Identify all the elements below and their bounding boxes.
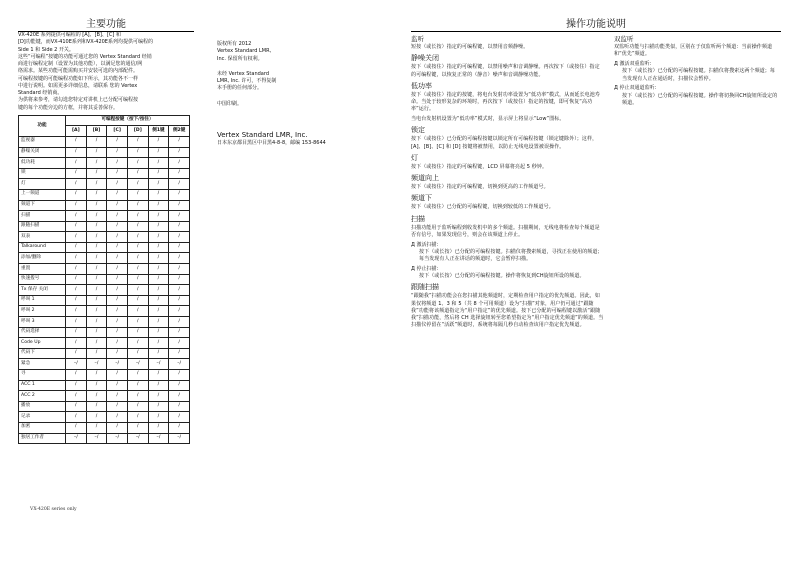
checkbox-cell[interactable]: / xyxy=(169,317,190,328)
light-heading: 灯 xyxy=(411,153,418,162)
table-row xyxy=(19,147,190,158)
follow-scan-heading: 跟随扫描 xyxy=(411,283,439,292)
checkbox-cell[interactable]: / xyxy=(169,274,190,285)
checkbox-cell[interactable]: / xyxy=(107,211,128,222)
intro-line: 中进行说明。如需更多详细信息，请联系 您的 Vertex xyxy=(18,82,138,89)
table-row xyxy=(19,401,190,412)
table-row xyxy=(19,189,190,200)
intro-line: 可编程按键的可能编程功能如下所示，其功能各不一样 xyxy=(18,75,139,82)
checkbox-cell[interactable]: / xyxy=(127,370,148,381)
checkbox-cell[interactable]: / xyxy=(107,401,128,412)
checkbox-cell[interactable]: / xyxy=(127,348,148,359)
checkbox-cell[interactable]: / xyxy=(66,232,87,243)
checkbox-cell[interactable]: / xyxy=(107,412,128,423)
checkbox-cell[interactable]: / xyxy=(127,338,148,349)
scan-stop-text: 按下（或长按）已分配的可编程按键。操作将恢复到CH旋钮所设的频道。 xyxy=(419,273,585,279)
checkbox-cell[interactable]: / xyxy=(148,232,169,243)
checkbox-cell[interactable]: / xyxy=(148,348,169,359)
checkbox-cell[interactable]: / xyxy=(148,200,169,211)
checkbox-cell[interactable]: / xyxy=(86,422,107,433)
checkbox-cell[interactable]: / xyxy=(107,136,128,147)
table-row xyxy=(19,211,190,222)
checkbox-cell[interactable]: / xyxy=(169,221,190,232)
table-row xyxy=(19,422,190,433)
function-name: 呼叫 1 xyxy=(19,295,66,306)
checkbox-cell[interactable]: / xyxy=(169,232,190,243)
checkbox-cell[interactable]: / xyxy=(66,327,87,338)
checkbox-cell[interactable]: / xyxy=(169,306,190,317)
function-name: 静噪关闭 xyxy=(19,147,66,158)
checkbox-cell[interactable]: / xyxy=(86,179,107,190)
checkbox-cell[interactable]: / xyxy=(127,391,148,402)
table-row xyxy=(19,221,190,232)
checkbox-cell[interactable]: / xyxy=(169,168,190,179)
checkbox-cell[interactable]: / xyxy=(148,327,169,338)
function-name: 寻 xyxy=(19,370,66,381)
checkbox-cell[interactable]: / xyxy=(66,370,87,381)
intro-line: 为供将来参考，请勾选您特定对讲机上已分配可编程按 xyxy=(18,97,139,104)
checkbox-cell[interactable]: / xyxy=(107,338,128,349)
function-name: 上一频道 xyxy=(19,189,66,200)
checkbox-cell[interactable]: / xyxy=(107,348,128,359)
checkbox-cell[interactable]: / xyxy=(66,306,87,317)
table-row xyxy=(19,285,190,296)
footer-note: VX-420E series only xyxy=(30,507,77,512)
checkbox-cell[interactable]: / xyxy=(86,370,107,381)
checkbox-cell[interactable]: / xyxy=(148,264,169,275)
scan-activate-text: 按下（或长按）已分配的可编程按键。扫描仪将搜索频道，寻找正在使用的频道；每当发现有人正在讲话的频道时，它会暂停扫描。 xyxy=(419,248,603,262)
checkbox-cell[interactable]: –/ xyxy=(169,359,190,370)
checkbox-cell[interactable]: / xyxy=(127,317,148,328)
table-row xyxy=(19,433,190,444)
function-name: 灯 xyxy=(19,179,66,190)
checkbox-cell[interactable]: / xyxy=(148,285,169,296)
checkbox-cell[interactable]: / xyxy=(107,242,128,253)
checkbox-cell[interactable]: / xyxy=(107,306,128,317)
operations-column xyxy=(411,32,604,332)
checkbox-cell[interactable]: / xyxy=(66,168,87,179)
table-row xyxy=(19,179,190,190)
function-name: 独居工作者 xyxy=(19,433,66,444)
table-row xyxy=(19,359,190,370)
function-name: 代码选择 xyxy=(19,327,66,338)
checkbox-cell[interactable]: / xyxy=(86,348,107,359)
checkbox-cell[interactable]: / xyxy=(66,189,87,200)
checkbox-cell[interactable]: / xyxy=(86,211,107,222)
checkbox-cell[interactable]: / xyxy=(148,147,169,158)
checkbox-cell[interactable]: / xyxy=(148,274,169,285)
checkbox-cell[interactable]: / xyxy=(66,285,87,296)
dual-activate-text: 按下（或长按）已分配的可编程按键。扫描仪将搜索这两个频道；每当发现有人正在通话时，扫描仪会暂停。 xyxy=(622,68,776,82)
light-text: 按下（或按住）指定的可编程键，LCD 屏幕将亮起 5 秒钟。 xyxy=(411,163,548,170)
checkbox-cell[interactable]: / xyxy=(127,200,148,211)
checkbox-cell[interactable]: / xyxy=(107,168,128,179)
intro-line: [D]功能键，而VX-410E系列和VX-420E系列均提供可编程的 xyxy=(18,39,153,46)
table-row xyxy=(19,348,190,359)
scan-stop-label: Д 停止扫描： xyxy=(411,265,442,272)
printed-in: 中国印刷。 xyxy=(217,100,243,107)
checkbox-cell[interactable]: –/ xyxy=(127,433,148,444)
function-name: 监视器 xyxy=(19,136,66,147)
checkbox-cell[interactable]: / xyxy=(169,242,190,253)
table-header-function: 功能 xyxy=(19,115,66,136)
checkbox-cell[interactable]: / xyxy=(66,179,87,190)
intro-line: 这些“可编程”按键的功能可通过您的 Vertex Standard 经销 xyxy=(18,53,152,60)
function-name: 紧急 xyxy=(19,359,66,370)
checkbox-cell[interactable]: –/ xyxy=(86,433,107,444)
channel-up-text: 按下（或按住）指定的可编程键，切换到更高的工作频道号。 xyxy=(411,184,549,190)
checkbox-cell[interactable]: –/ xyxy=(66,433,87,444)
checkbox-cell[interactable]: / xyxy=(86,285,107,296)
checkbox-cell[interactable]: / xyxy=(127,412,148,423)
checkbox-cell[interactable]: / xyxy=(66,338,87,349)
channel-up-heading: 频道向上 xyxy=(411,174,439,182)
intro-line: VX-420E 系列提供可编程的 [A]、[B]、[C] 和 xyxy=(18,32,121,38)
function-name: Talkaround xyxy=(19,242,66,253)
table-row xyxy=(19,380,190,391)
intro-text xyxy=(18,32,190,112)
intro-line: Standard 经销商。 xyxy=(18,90,63,96)
checkbox-cell[interactable]: / xyxy=(66,253,87,264)
checkbox-cell[interactable]: / xyxy=(86,306,107,317)
function-name: ACC 1 xyxy=(19,380,66,391)
table-row xyxy=(19,370,190,381)
function-name: 频道下 xyxy=(19,200,66,211)
checkbox-cell[interactable]: / xyxy=(148,380,169,391)
checkbox-cell[interactable]: / xyxy=(127,189,148,200)
checkbox-cell[interactable]: / xyxy=(107,274,128,285)
monitor-text: 短按（或长按）指定的可编程键，以禁用音频静噪。 xyxy=(411,44,529,50)
checkbox-cell[interactable]: / xyxy=(127,285,148,296)
checkbox-cell[interactable]: / xyxy=(86,380,107,391)
checkbox-cell[interactable]: –/ xyxy=(169,433,190,444)
checkbox-cell[interactable]: / xyxy=(127,147,148,158)
checkbox-cell[interactable]: / xyxy=(86,401,107,412)
intro-line: 络需求。某些功能可能需购买并安装可选的内部配件。 xyxy=(18,68,139,75)
checkbox-cell[interactable]: / xyxy=(148,136,169,147)
copyright-line: Inc. 保留所有权利。 xyxy=(217,55,263,62)
monitor-heading: 监听 xyxy=(411,35,424,43)
checkbox-cell[interactable]: / xyxy=(169,412,190,423)
table-row xyxy=(19,327,190,338)
checkbox-cell[interactable]: / xyxy=(148,221,169,232)
checkbox-cell[interactable]: / xyxy=(169,253,190,264)
function-name: 双表 xyxy=(19,232,66,243)
intro-line: 商进行编程定制（设置为其他功能），以满足您的通信/网 xyxy=(18,61,143,67)
checkbox-cell[interactable]: / xyxy=(107,370,128,381)
checkbox-cell[interactable]: / xyxy=(148,422,169,433)
checkbox-cell[interactable]: / xyxy=(86,412,107,423)
scan-heading: 扫描 xyxy=(411,214,425,223)
checkbox-cell[interactable]: / xyxy=(127,179,148,190)
checkbox-cell[interactable]: / xyxy=(148,295,169,306)
function-name: 快速拨号 xyxy=(19,274,66,285)
checkbox-cell[interactable]: / xyxy=(169,401,190,412)
table-row xyxy=(19,338,190,349)
checkbox-cell[interactable]: / xyxy=(148,412,169,423)
table-header-key: [B] xyxy=(86,126,107,137)
checkbox-cell[interactable]: / xyxy=(86,189,107,200)
checkbox-cell[interactable]: / xyxy=(148,179,169,190)
checkbox-cell[interactable]: / xyxy=(148,242,169,253)
checkbox-cell[interactable]: / xyxy=(107,264,128,275)
checkbox-cell[interactable]: / xyxy=(148,189,169,200)
table-row xyxy=(19,253,190,264)
checkbox-cell[interactable]: –/ xyxy=(66,359,87,370)
lowpower-text: 按下（或按住）指定的按键，将电台发射功率设置为“低功率”模式，从而延长电池寿命。当处于较形复杂的环境时，再次按下（或按住）指定的按键，即可恢复“高功率”运行。 xyxy=(411,91,600,113)
dual-stop-label: Д 停止双通道监听： xyxy=(614,85,660,92)
checkbox-cell[interactable]: / xyxy=(107,327,128,338)
table-row xyxy=(19,232,190,243)
function-name: 记录 xyxy=(19,412,66,423)
function-name: 呼叫 3 xyxy=(19,317,66,328)
table-header-key: 侧1键 xyxy=(148,126,169,137)
checkbox-cell[interactable]: / xyxy=(86,242,107,253)
checkbox-cell[interactable]: / xyxy=(169,348,190,359)
checkbox-cell[interactable]: / xyxy=(127,327,148,338)
checkbox-cell[interactable]: / xyxy=(169,189,190,200)
function-name: 跟随扫描 xyxy=(19,221,66,232)
function-name: 加密 xyxy=(19,422,66,433)
checkbox-cell[interactable]: / xyxy=(169,285,190,296)
checkbox-cell[interactable]: / xyxy=(107,200,128,211)
table-row xyxy=(19,412,190,423)
checkbox-cell[interactable]: / xyxy=(66,242,87,253)
checkbox-cell[interactable]: / xyxy=(127,253,148,264)
checkbox-cell[interactable]: / xyxy=(169,264,190,275)
checkbox-cell[interactable]: / xyxy=(86,295,107,306)
checkbox-cell[interactable]: / xyxy=(66,211,87,222)
table-row xyxy=(19,295,190,306)
function-name: 添加/删除 xyxy=(19,253,66,264)
checkbox-cell[interactable]: / xyxy=(66,391,87,402)
brand-name: Vertex Standard LMR, Inc. xyxy=(217,130,308,139)
checkbox-cell[interactable]: / xyxy=(169,327,190,338)
table-row xyxy=(19,274,190,285)
copyright-line: Vertex Standard LMR, xyxy=(217,48,272,55)
checkbox-cell[interactable]: / xyxy=(86,327,107,338)
checkbox-cell[interactable]: / xyxy=(148,306,169,317)
checkbox-cell[interactable]: / xyxy=(169,422,190,433)
checkbox-cell[interactable]: / xyxy=(148,401,169,412)
checkbox-cell[interactable]: / xyxy=(148,211,169,222)
function-name: 重置 xyxy=(19,264,66,275)
checkbox-cell[interactable]: –/ xyxy=(107,359,128,370)
checkbox-cell[interactable]: / xyxy=(86,264,107,275)
checkbox-cell[interactable]: / xyxy=(66,200,87,211)
checkbox-cell[interactable]: / xyxy=(169,380,190,391)
function-name: Tx 保存 关闭 xyxy=(19,285,66,296)
checkbox-cell[interactable]: –/ xyxy=(148,359,169,370)
intro-line: 键的每个功能旁边的方框，并将其妥善保存。 xyxy=(18,104,119,111)
lock-text: 按下（或按住）已分配的可编程按键以锁定所有可编程按键（锁定键除外）；这样，[A]、[B]、[C] 和 [D] 按键将被禁用，以防止无线电设置被误操作。 xyxy=(411,136,598,150)
follow-scan-text: “跟随我”扫描功能会在您扫描其他频道时，定期检查用户指定的优先频道。因此，如果仅将频道 1、3 和 5（共 8 个可用频道）设为“扫描”对象，用户仍可通过“跟随我”功能将该频道指定为“用户指定”的优先频道。按下已分配的可编程键以激活“跟随我”扫描功能，然后将 CH 选择旋钮转至您希望指定为“用户指定优先频道”的频道。当扫描仪停留在“活跃”频道时，系统将每隔几秒自动检查该用户指定优先频道。 xyxy=(411,293,604,329)
checkbox-cell[interactable]: / xyxy=(66,401,87,412)
lock-heading: 锁定 xyxy=(411,126,425,135)
checkbox-cell[interactable]: / xyxy=(66,348,87,359)
checkbox-cell[interactable]: / xyxy=(127,168,148,179)
lowpower-heading: 低功率 xyxy=(411,81,432,90)
function-name: 低功耗 xyxy=(19,158,66,169)
checkbox-cell[interactable]: / xyxy=(86,391,107,402)
table-row xyxy=(19,242,190,253)
function-name: 扫描 xyxy=(19,211,66,222)
programmable-function-table xyxy=(18,115,190,444)
function-name: 代码下 xyxy=(19,348,66,359)
checkbox-cell[interactable]: –/ xyxy=(86,359,107,370)
checkbox-cell[interactable]: / xyxy=(148,338,169,349)
checkbox-cell[interactable]: / xyxy=(148,158,169,169)
checkbox-cell[interactable]: / xyxy=(148,370,169,381)
checkbox-cell[interactable]: / xyxy=(127,401,148,412)
checkbox-cell[interactable]: / xyxy=(127,274,148,285)
checkbox-cell[interactable]: / xyxy=(66,147,87,158)
checkbox-cell[interactable]: / xyxy=(169,200,190,211)
checkbox-cell[interactable]: / xyxy=(86,136,107,147)
checkbox-cell[interactable]: / xyxy=(169,295,190,306)
checkbox-cell[interactable]: / xyxy=(148,168,169,179)
checkbox-cell[interactable]: / xyxy=(169,338,190,349)
table-header-group: 可编程按键（按下/按住） xyxy=(66,115,190,126)
copyright-block xyxy=(217,41,365,147)
checkbox-cell[interactable]: / xyxy=(107,179,128,190)
right-section-title: 操作功能说明 xyxy=(411,19,781,32)
checkbox-cell[interactable]: / xyxy=(127,211,148,222)
checkbox-cell[interactable]: / xyxy=(107,317,128,328)
function-name: Code Up xyxy=(19,338,66,349)
checkbox-cell[interactable]: / xyxy=(169,391,190,402)
function-name: ACC 2 xyxy=(19,391,66,402)
channel-down-text: 按下（或按住）已分配的可编程键，切换到较低的工作频道号。 xyxy=(411,204,554,211)
company-address: 日本东京都目黑区中目黑4-8-8，邮编 153-8644 xyxy=(217,139,326,146)
checkbox-cell[interactable]: / xyxy=(86,200,107,211)
checkbox-cell[interactable]: / xyxy=(107,221,128,232)
checkbox-cell[interactable]: / xyxy=(148,253,169,264)
checkbox-cell[interactable]: / xyxy=(86,168,107,179)
table-header-key: 侧2键 xyxy=(169,126,190,137)
left-section-title: 主要功能 xyxy=(18,19,194,32)
checkbox-cell[interactable]: / xyxy=(107,295,128,306)
checkbox-cell[interactable]: / xyxy=(169,158,190,169)
dual-activate-label: Д 激活双重监听： xyxy=(614,61,655,67)
checkbox-cell[interactable]: / xyxy=(66,274,87,285)
checkbox-cell[interactable]: / xyxy=(66,158,87,169)
checkbox-cell[interactable]: / xyxy=(127,136,148,147)
checkbox-cell[interactable]: / xyxy=(66,422,87,433)
checkbox-cell[interactable]: / xyxy=(66,317,87,328)
checkbox-cell[interactable]: –/ xyxy=(148,433,169,444)
intro-line: Side 1 和 Side 2 开关。 xyxy=(18,46,74,53)
table-row xyxy=(19,264,190,275)
checkbox-cell[interactable]: / xyxy=(107,380,128,391)
checkbox-cell[interactable]: / xyxy=(169,211,190,222)
function-name: 锁 xyxy=(19,168,66,179)
checkbox-cell[interactable]: / xyxy=(66,136,87,147)
checkbox-cell[interactable]: / xyxy=(86,317,107,328)
checkbox-cell[interactable]: / xyxy=(127,422,148,433)
checkbox-cell[interactable]: / xyxy=(66,295,87,306)
table-header-key: [A] xyxy=(66,126,87,137)
checkbox-cell[interactable]: / xyxy=(169,147,190,158)
checkbox-cell[interactable]: / xyxy=(127,264,148,275)
checkbox-cell[interactable]: / xyxy=(86,232,107,243)
checkbox-cell[interactable]: / xyxy=(66,380,87,391)
checkbox-cell[interactable]: / xyxy=(127,221,148,232)
copyright-line: 版权所有 2012 xyxy=(217,41,252,47)
function-name: 播放 xyxy=(19,401,66,412)
copyright-line: 本手册的任何部分。 xyxy=(217,85,263,92)
checkbox-cell[interactable]: / xyxy=(107,232,128,243)
copyright-line: LMR, Inc. 许可，不得复制 xyxy=(217,78,277,84)
squelch-heading: 静噪关闭 xyxy=(411,54,439,63)
scan-activate-label: Д 激活扫描： xyxy=(411,241,442,248)
checkbox-cell[interactable]: / xyxy=(148,391,169,402)
checkbox-cell[interactable]: / xyxy=(66,221,87,232)
checkbox-cell[interactable]: / xyxy=(127,242,148,253)
dual-watch-column xyxy=(614,32,779,110)
main-functions-column xyxy=(18,32,190,444)
table-row xyxy=(19,158,190,169)
table-row xyxy=(19,391,190,402)
table-row xyxy=(19,136,190,147)
function-name: 呼叫 2 xyxy=(19,306,66,317)
checkbox-cell[interactable]: –/ xyxy=(127,359,148,370)
checkbox-cell[interactable]: / xyxy=(86,147,107,158)
checkbox-cell[interactable]: / xyxy=(107,147,128,158)
checkbox-cell[interactable]: / xyxy=(107,285,128,296)
checkbox-cell[interactable]: / xyxy=(107,158,128,169)
checkbox-cell[interactable]: / xyxy=(66,264,87,275)
table-body xyxy=(19,136,190,443)
checkbox-cell[interactable]: / xyxy=(107,391,128,402)
checkbox-cell[interactable]: / xyxy=(169,179,190,190)
dual-watch-text: 双监听功能与扫描功能类似，区别在于仅监听两个频道：当前操作频道和“优先”频道。 xyxy=(614,44,773,58)
checkbox-cell[interactable]: / xyxy=(127,158,148,169)
checkbox-cell[interactable]: –/ xyxy=(107,433,128,444)
lowpower-text-2: 当电台发射机设置为“低功率”模式时，显示屏上将显示“Low”图标。 xyxy=(411,116,565,122)
table-row xyxy=(19,200,190,211)
channel-down-heading: 频道下 xyxy=(411,194,432,203)
scan-text: 扫描功能用于监听编程到收发机中的多个频道。扫描期间，无线电将检查每个频道是否有信号，如果发现信号，则会在该频道上停止。 xyxy=(411,224,600,238)
checkbox-cell[interactable]: / xyxy=(86,158,107,169)
dual-stop-text: 按下（或长按）已分配的可编程按键。操作将切换回CH旋钮所设定的频道。 xyxy=(622,92,778,106)
checkbox-cell[interactable]: / xyxy=(127,295,148,306)
copyright-line: 未经 Vertex Standard xyxy=(217,70,269,77)
checkbox-cell[interactable]: / xyxy=(86,253,107,264)
checkbox-cell[interactable]: / xyxy=(169,370,190,381)
checkbox-cell[interactable]: / xyxy=(107,422,128,433)
dual-watch-heading: 双监听 xyxy=(614,35,634,43)
checkbox-cell[interactable]: / xyxy=(86,221,107,232)
table-row xyxy=(19,306,190,317)
checkbox-cell[interactable]: / xyxy=(127,380,148,391)
checkbox-cell[interactable]: / xyxy=(127,232,148,243)
checkbox-cell[interactable]: / xyxy=(86,338,107,349)
checkbox-cell[interactable]: / xyxy=(127,306,148,317)
checkbox-cell[interactable]: / xyxy=(66,412,87,423)
checkbox-cell[interactable]: / xyxy=(169,136,190,147)
table-header-key: [D] xyxy=(127,126,148,137)
table-row xyxy=(19,168,190,179)
checkbox-cell[interactable]: / xyxy=(107,253,128,264)
checkbox-cell[interactable]: / xyxy=(107,189,128,200)
squelch-text: 按下（或按住）指定的可编程键，以禁用噪声和音调静噪。再次按下（或按住）指定的可编程键，以恢复正常的（静音）噪声和音调静噪功能。 xyxy=(411,64,600,78)
table-row xyxy=(19,317,190,328)
checkbox-cell[interactable]: / xyxy=(86,274,107,285)
checkbox-cell[interactable]: / xyxy=(148,317,169,328)
table-header-key: [C] xyxy=(107,126,128,137)
